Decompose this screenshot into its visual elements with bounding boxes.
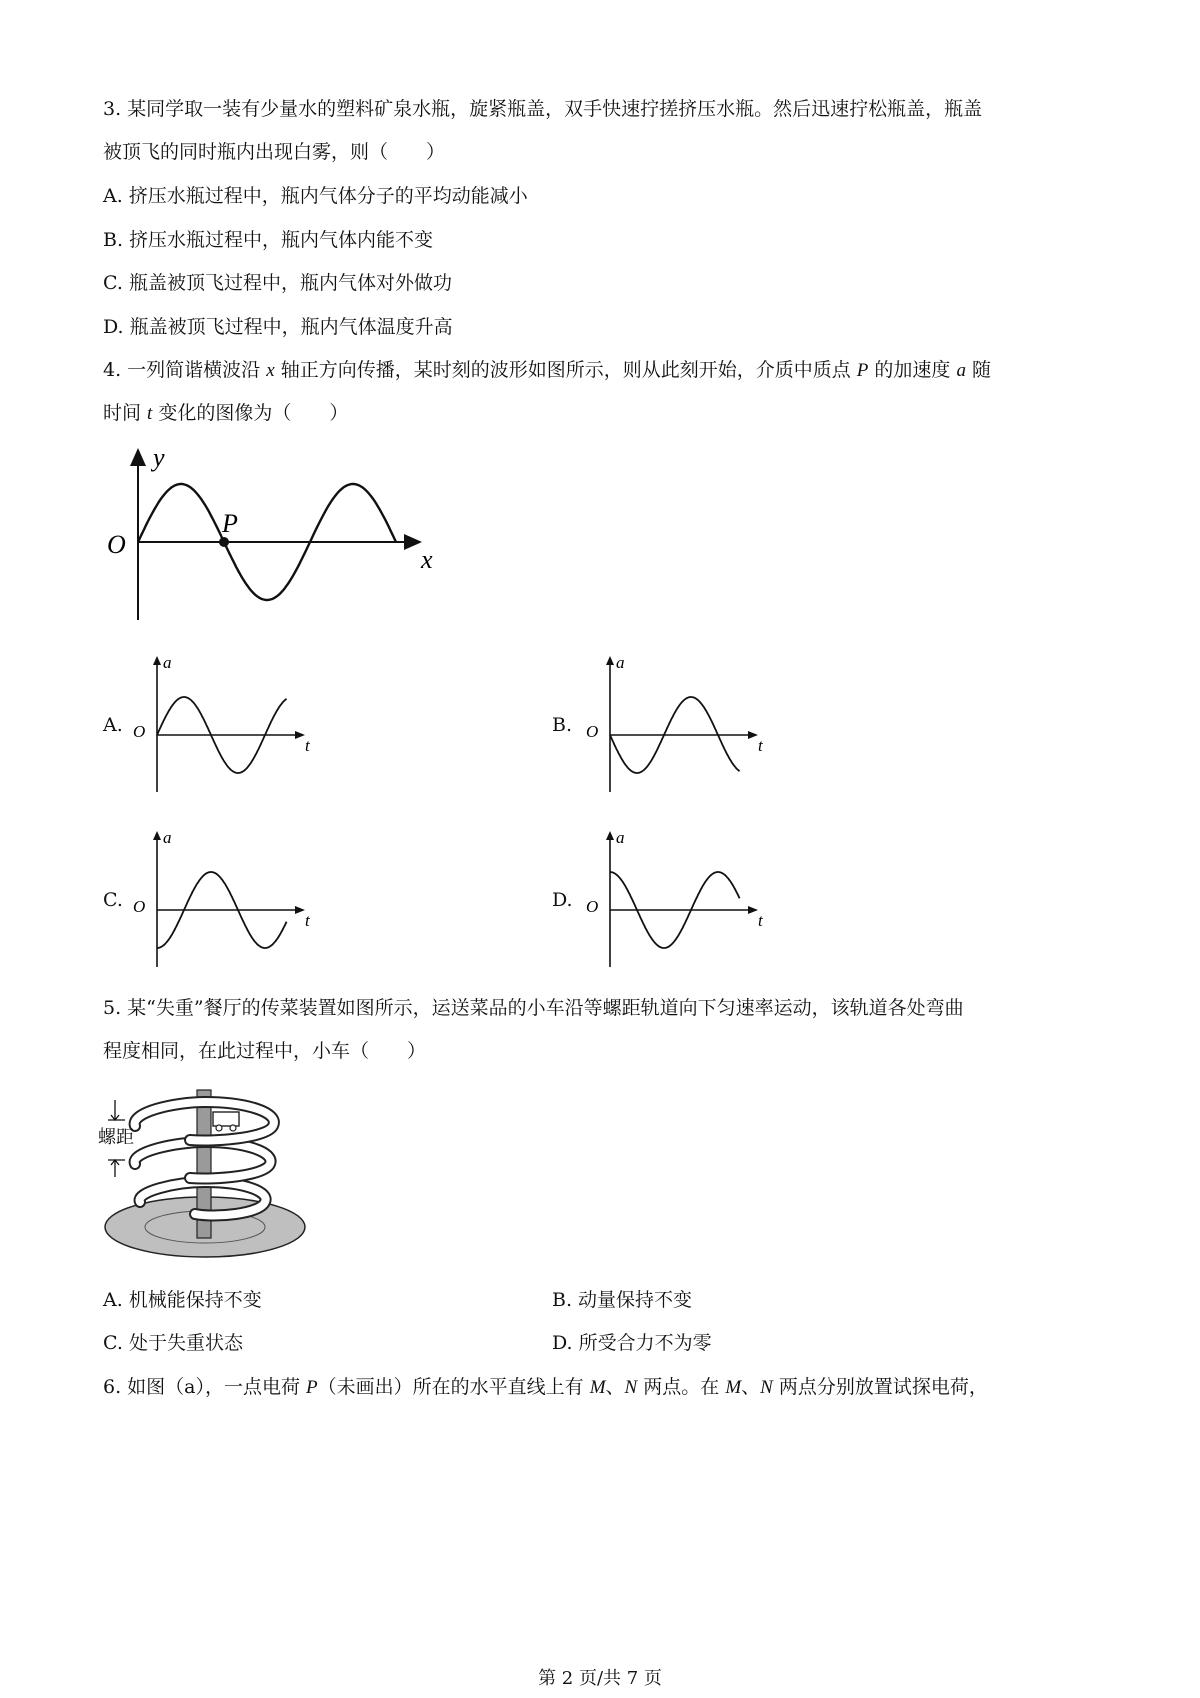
cart-wheel: [216, 1125, 222, 1131]
t-axis-arrow: [295, 906, 305, 914]
q6-text: 两点分别放置试探电荷，: [772, 1376, 988, 1398]
q4-text: 变化的图像为（ ）: [152, 402, 349, 424]
wave-figure: [95, 440, 455, 630]
q3-stem-line1: 3. 某同学取一装有少量水的塑料矿泉水瓶，旋紧瓶盖，双手快速拧搓挤压水瓶。然后迅速拧松瓶盖，瓶盖: [103, 98, 983, 120]
q5-option-c: C. 处于失重状态: [103, 1332, 243, 1354]
t-axis-arrow: [295, 731, 305, 739]
t-label: t: [305, 911, 310, 930]
t-label: t: [305, 736, 310, 755]
a-label: a: [163, 653, 172, 672]
q6-var-m: M: [725, 1377, 742, 1398]
a-label: a: [616, 653, 625, 672]
q6-text: 、: [741, 1376, 761, 1398]
y-label: y: [153, 443, 165, 472]
q3-option-a: A. 挤压水瓶过程中，瓶内气体分子的平均动能减小: [103, 185, 528, 207]
q5-option-d: D. 所受合力不为零: [552, 1332, 712, 1354]
q4-option-d-label: D.: [552, 889, 573, 911]
a-label: a: [616, 828, 625, 847]
q5-option-a: A. 机械能保持不变: [103, 1289, 262, 1311]
pitch-label: 螺距: [98, 1127, 134, 1148]
a-axis-arrow: [153, 656, 161, 665]
origin-label: O: [586, 722, 599, 741]
q4-text: 轴正方向传播，某时刻的波形如图所示，则从此刻开始，介质中质点: [274, 359, 857, 381]
q5-stem-line1: 5. 某“失重”餐厅的传菜装置如图所示，运送菜品的小车沿等螺距轨道向下匀速率运动，该轨道各处弯曲: [103, 997, 964, 1019]
t-label: t: [758, 736, 763, 755]
t-label: t: [758, 911, 763, 930]
q4-var-x: x: [266, 360, 275, 381]
q6-var-m: M: [589, 1377, 606, 1398]
page-footer: 第 2 页/共 7 页: [538, 1668, 662, 1689]
q6-var-p: P: [306, 1377, 318, 1398]
a-axis-arrow: [153, 831, 161, 840]
cart: [213, 1112, 239, 1126]
q4-stem-line1: [103, 358, 991, 383]
q3-option-c: C. 瓶盖被顶飞过程中，瓶内气体对外做功: [103, 272, 452, 294]
q4-text: 随: [965, 359, 991, 381]
q5-stem-line2: 程度相同，在此过程中，小车（ ）: [103, 1040, 427, 1062]
x-label: x: [421, 545, 433, 574]
graph-option-c: [125, 825, 325, 970]
q4-stem-line2: [103, 401, 348, 426]
q4-text: 的加速度: [868, 359, 957, 381]
q4-option-c-label: C.: [103, 889, 123, 911]
graph-option-a: [125, 650, 325, 795]
q3-option-b: B. 挤压水瓶过程中，瓶内气体内能不变: [103, 229, 434, 251]
q4-text: 4. 一列简谐横波沿: [103, 359, 267, 381]
q4-var-t: t: [147, 403, 153, 424]
t-axis-arrow: [748, 731, 758, 739]
q6-text: 、: [605, 1376, 625, 1398]
q4-text: 时间: [103, 402, 148, 424]
point-p-dot: [219, 537, 229, 547]
q3-stem-line2: 被顶飞的同时瓶内出现白雾，则（ ）: [103, 141, 446, 163]
origin-label: O: [107, 530, 126, 559]
q5-option-b: B. 动量保持不变: [552, 1289, 693, 1311]
q4-var-p: P: [856, 360, 869, 381]
spiral-track-figure: [95, 1082, 315, 1282]
q6-text: 6. 如图（a），一点电荷: [103, 1376, 307, 1398]
origin-label: O: [133, 722, 146, 741]
q6-text: （未画出）所在的水平直线上有: [317, 1376, 590, 1398]
a-axis-arrow: [606, 656, 614, 665]
a-label: a: [163, 828, 172, 847]
q4-option-a-label: A.: [103, 714, 123, 736]
q6-var-n: N: [760, 1377, 773, 1398]
origin-label: O: [133, 897, 146, 916]
q6-var-n: N: [624, 1377, 638, 1398]
point-p-label: P: [222, 509, 238, 538]
cart-wheel: [230, 1125, 236, 1131]
q3-option-d: D. 瓶盖被顶飞过程中，瓶内气体温度升高: [103, 316, 453, 338]
q4-var-a: a: [956, 360, 966, 381]
a-axis-arrow: [606, 831, 614, 840]
q4-option-b-label: B.: [552, 714, 573, 736]
graph-option-d: [578, 825, 778, 970]
q6-text: 两点。在: [637, 1376, 726, 1398]
q6-stem-line1: [103, 1375, 988, 1400]
graph-option-b: [578, 650, 778, 795]
t-axis-arrow: [748, 906, 758, 914]
origin-label: O: [586, 897, 599, 916]
